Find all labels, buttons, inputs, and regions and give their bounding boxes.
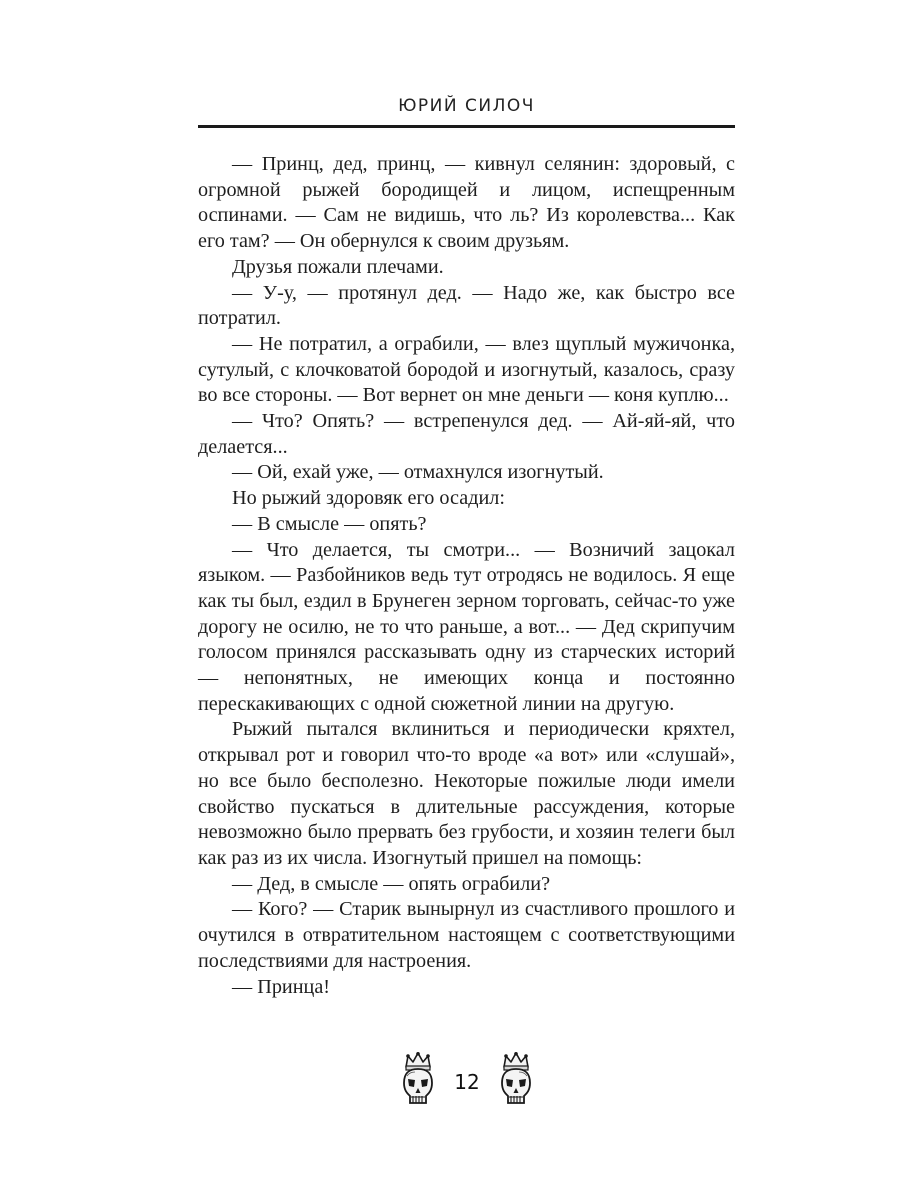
header-rule [198,125,735,128]
paragraph: Друзья пожали плечами. [232,255,444,278]
paragraph: Рыжий пытался вклиниться и периодически кряхтел, открывал рот и говорил что-то вроде «а вот» или «слушай», но все было бесполезно. Некоторые пожилые люди имели свойство пускаться в длительные рассуждения, которые невозможно было прервать без грубости, и хозяин телеги был как раз из их числа. Изогнутый пришел на помощь: [198,718,735,869]
crowned-skull-icon [398,1052,438,1112]
paragraph: — В смысле — опять? [232,512,427,535]
page-footer [398,1050,536,1114]
paragraph: — Принца! [232,975,331,998]
paragraph: — Не потратил, а ограбили, — влез щуплый мужичонка, сутулый, с клочковатой бородой и изогнутый, казалось, сразу во все стороны. — Вот вернет он мне деньги — коня куплю... [198,332,735,407]
paragraph: — Что? Опять? — встрепенулся дед. — Ай-яй-яй, что делается... [198,410,735,458]
paragraph: — У-у, — протянул дед. — Надо же, как быстро все потратил. [198,281,735,330]
body-text [198,152,735,1000]
paragraph: — Дед, в смысле — опять ограбили? [232,872,551,895]
paragraph: — Кого? — Старик вынырнул из счастливого прошлого и очутился в отвратительном настоящем с соответствующими последствиями для настроения. [198,898,735,972]
paragraph: — Что делается, ты смотри... — Возничий зацокал языком. — Разбойников ведь тут отродясь не водилось. Я еще как ты был, ездил в Брунеген зерном торговать, сейчас-то уже дорогу не осилю, не то что раньше, а вот... — Дед скрипучим голосом принялся рассказывать одну из старческих историй — непонятных, не имеющих конца и постоянно перескакивающих с одной сюжетной линии на другую. [198,538,735,715]
paragraph: Но рыжий здоровяк его осадил: [232,487,505,510]
paragraph: — Ой, ехай уже, — отмахнулся изогнутый. [232,461,604,484]
running-head: ЮРИЙ СИЛОЧ [398,96,535,116]
crowned-skull-icon [496,1052,536,1112]
page-number: 12 [454,1070,480,1094]
paragraph: — Принц, дед, принц, — кивнул селянин: здоровый, с огромной рыжей бородищей и лицом, испещренным оспинами. — Сам не видишь, что ль? Из королевства... Как его там? — Он обернулся к своим друзьям. [198,153,735,253]
